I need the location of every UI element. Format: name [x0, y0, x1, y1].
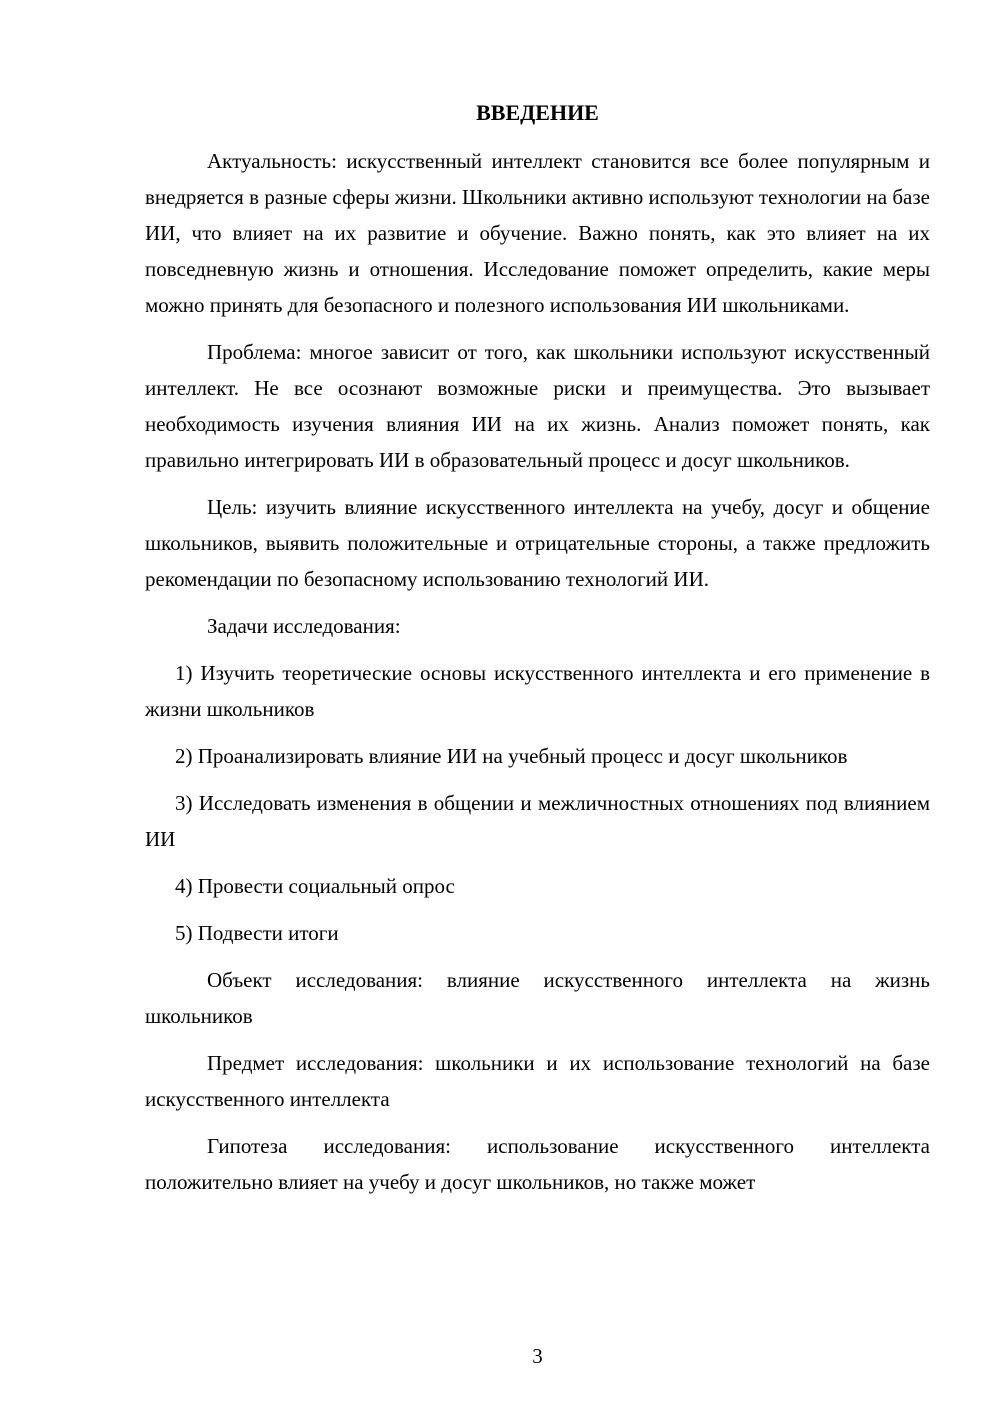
paragraph-goal: Цель: изучить влияние искусственного интеллекта на учебу, досуг и общение школьников, выявить положительные и отрицательные стороны, а также предложить рекомендации по безопасному использованию технологий ИИ.: [145, 495, 930, 591]
paragraph-relevance: Актуальность: искусственный интеллект становится все более популярным и внедряется в разные сферы жизни. Школьники активно используют технологии на базе ИИ, что влияет на их развитие и обучение. Важно понять, как это влияет на их повседневную жизнь и отношения. Исследование поможет определить, какие меры можно принять для безопасного и полезного использования ИИ школьниками.: [145, 149, 930, 317]
task-item-5: 5) Подвести итоги: [175, 921, 339, 945]
paragraph-object: Объект исследования: влияние искусственного интеллекта на жизнь школьников: [145, 968, 930, 1028]
page-number: 3: [532, 1344, 543, 1368]
paragraph-hypothesis: Гипотеза исследования: использование искусственного интеллекта положительно влияет на учебу и досуг школьников, но также может: [145, 1134, 930, 1194]
task-item-3: 3) Исследовать изменения в общении и межличностных отношениях под влиянием ИИ: [145, 791, 930, 851]
paragraph-tasks-heading: Задачи исследования:: [207, 614, 401, 638]
paragraph-subject: Предмет исследования: школьники и их использование технологий на базе искусственного интеллекта: [145, 1051, 930, 1111]
task-item-1: 1) Изучить теоретические основы искусственного интеллекта и его применение в жизни школьников: [145, 661, 930, 721]
task-item-2: 2) Проанализировать влияние ИИ на учебный процесс и досуг школьников: [175, 744, 848, 768]
document-title: ВВЕДЕНИЕ: [476, 100, 599, 125]
task-item-4: 4) Провести социальный опрос: [175, 874, 455, 898]
paragraph-problem: Проблема: многое зависит от того, как школьники используют искусственный интеллект. Не все осознают возможные риски и преимущества. Это вызывает необходимость изучения влияния ИИ на их жизнь. Анализ поможет понять, как правильно интегрировать ИИ в образовательный процесс и досуг школьников.: [145, 340, 930, 472]
